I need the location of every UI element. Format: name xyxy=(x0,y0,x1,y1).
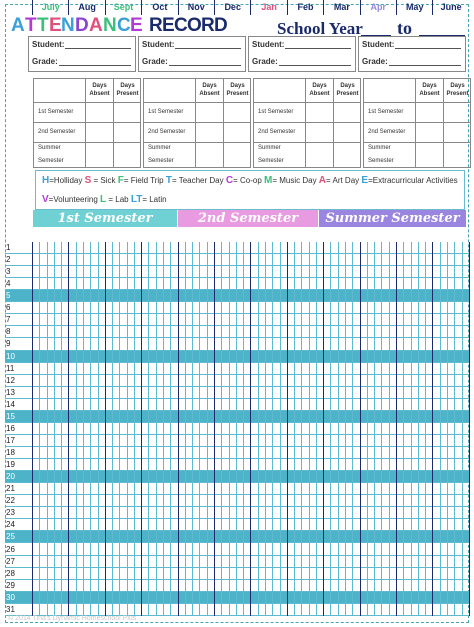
month-header: Mar xyxy=(323,0,359,15)
grid-column-line xyxy=(280,242,281,616)
table-corner xyxy=(34,79,86,103)
semester-name: 1st Semester xyxy=(148,109,184,115)
day-number: 16 xyxy=(6,423,15,433)
grid-column-line xyxy=(207,242,208,616)
title-letter: T xyxy=(37,15,49,36)
day-number: 28 xyxy=(6,568,15,578)
semester-row-label xyxy=(144,143,196,168)
grid-column-line xyxy=(54,242,55,616)
absence-table xyxy=(363,78,471,168)
student-name-field[interactable] xyxy=(175,48,241,49)
title-letter: C xyxy=(174,15,189,36)
day-row[interactable] xyxy=(5,375,469,387)
semester-row-label xyxy=(254,143,306,168)
copyright-footer: © 2014 Tina's Dynamic Homeschool Plus xyxy=(8,615,137,622)
grid-column-line xyxy=(287,242,288,616)
day-number: 8 xyxy=(6,327,11,337)
days-absent-cell[interactable] xyxy=(86,143,114,168)
grade-field[interactable] xyxy=(59,65,131,66)
day-number: 11 xyxy=(6,363,15,373)
grid-column-line xyxy=(250,242,251,616)
day-number: 3 xyxy=(6,267,11,277)
grid-column-line xyxy=(294,242,295,616)
grid-column-line xyxy=(316,242,317,616)
grid-column-line xyxy=(389,242,390,616)
grid-column-line xyxy=(178,242,179,616)
legend-text: =Extracurricular Activities xyxy=(368,176,458,185)
table-corner xyxy=(254,79,306,103)
student-name-field[interactable] xyxy=(285,48,351,49)
grid-column-line xyxy=(148,242,149,616)
day-number: 26 xyxy=(6,544,15,554)
day-row[interactable] xyxy=(5,531,469,543)
day-number: 18 xyxy=(6,448,15,458)
grid-column-line xyxy=(272,242,273,616)
semester-bar: 1st Semester xyxy=(33,210,177,227)
grid-column-line xyxy=(229,242,230,616)
grid-column-line xyxy=(367,242,368,616)
grid-column-line xyxy=(440,242,441,616)
days-present-header: Days Present xyxy=(444,79,471,103)
day-row[interactable] xyxy=(5,507,469,519)
days-absent-cell[interactable] xyxy=(196,103,224,123)
day-row[interactable] xyxy=(5,556,469,568)
semester-row-label xyxy=(364,143,416,168)
semester-name: 2nd Semester xyxy=(38,129,76,135)
legend-code: T xyxy=(165,175,172,186)
day-row[interactable] xyxy=(5,326,469,338)
grid-column-line xyxy=(265,242,266,616)
grid-column-line xyxy=(236,242,237,616)
day-number: 30 xyxy=(6,592,15,602)
month-header: July xyxy=(32,0,68,15)
semester-name: 1st Semester xyxy=(38,109,74,115)
grid-column-line xyxy=(469,242,470,616)
grid-column-line xyxy=(425,242,426,616)
days-present-cell[interactable] xyxy=(334,123,361,143)
semester-row-label xyxy=(144,103,196,123)
grid-column-line xyxy=(127,242,128,616)
grid-column-line xyxy=(214,242,215,616)
days-absent-header: Days Absent xyxy=(306,79,334,103)
student-block xyxy=(28,36,136,72)
semester-name: Summer xyxy=(38,145,61,151)
legend-code: LT xyxy=(130,194,143,205)
legend-code: V xyxy=(42,194,49,205)
student-blocks xyxy=(28,36,468,72)
title-letter: T xyxy=(25,15,37,36)
legend-text: = Lab xyxy=(106,195,131,204)
month-header: Sept xyxy=(105,0,141,15)
days-absent-header: Days Absent xyxy=(416,79,444,103)
grid-column-line xyxy=(47,242,48,616)
legend-code: H xyxy=(42,175,50,186)
day-row[interactable] xyxy=(5,399,469,411)
days-present-header: Days Present xyxy=(114,79,141,103)
days-absent-cell[interactable] xyxy=(416,123,444,143)
title-letter: N xyxy=(103,15,118,36)
grid-column-line xyxy=(61,242,62,616)
grid-column-line xyxy=(381,242,382,616)
day-number: 6 xyxy=(6,303,11,313)
grid-column-line xyxy=(447,242,448,616)
days-present-cell[interactable] xyxy=(114,123,141,143)
semester-name: Semester xyxy=(258,158,284,164)
absence-table xyxy=(143,78,251,168)
grade-field[interactable] xyxy=(279,65,351,66)
grid-column-line xyxy=(170,242,171,616)
days-present-cell[interactable] xyxy=(444,143,471,168)
student-label: Student: xyxy=(362,40,395,49)
days-absent-cell[interactable] xyxy=(86,103,114,123)
school-year-label: School Year xyxy=(277,19,363,38)
legend-code: C xyxy=(225,175,234,186)
grid-column-line xyxy=(403,242,404,616)
semester-name: 2nd Semester xyxy=(148,129,186,135)
title-letter: R xyxy=(201,15,216,36)
semester-bar: 2nd Semester xyxy=(178,210,318,227)
title-letter: R xyxy=(149,15,164,36)
title-letter: D xyxy=(75,15,90,36)
day-number: 20 xyxy=(6,472,15,482)
legend-code: E xyxy=(361,175,369,186)
legend-text: =Holliday xyxy=(49,176,85,185)
grid-column-line xyxy=(432,242,433,616)
day-number: 7 xyxy=(6,315,11,325)
grid-column-line xyxy=(68,242,69,616)
grid-column-line xyxy=(338,242,339,616)
legend-line-2 xyxy=(42,194,167,205)
day-row[interactable] xyxy=(5,290,469,302)
month-header: June xyxy=(432,0,468,15)
grid-column-line xyxy=(411,242,412,616)
day-row[interactable] xyxy=(5,254,469,266)
day-number: 4 xyxy=(6,279,11,289)
legend-code: F xyxy=(117,175,124,186)
semester-row-label xyxy=(364,123,416,143)
grid-column-line xyxy=(141,242,142,616)
grid-column-line xyxy=(258,242,259,616)
grid-column-line xyxy=(352,242,353,616)
legend-text: = Latin xyxy=(142,195,167,204)
day-row[interactable] xyxy=(5,471,469,483)
grid-column-line xyxy=(345,242,346,616)
day-number: 17 xyxy=(6,435,15,445)
absence-table xyxy=(253,78,361,168)
days-present-cell[interactable] xyxy=(334,103,361,123)
day-row[interactable] xyxy=(5,302,469,314)
title-letter: E xyxy=(130,15,143,36)
days-present-header: Days Present xyxy=(224,79,251,103)
semester-row-label xyxy=(254,103,306,123)
grid-column-line xyxy=(199,242,200,616)
month-header: May xyxy=(396,0,432,15)
days-absent-cell[interactable] xyxy=(196,143,224,168)
grid-column-line xyxy=(330,242,331,616)
grade-label: Grade: xyxy=(362,57,388,66)
day-number: 19 xyxy=(6,460,15,470)
grid-column-line xyxy=(192,242,193,616)
title-letter: D xyxy=(214,15,229,36)
grid-column-line xyxy=(83,242,84,616)
days-absent-cell[interactable] xyxy=(306,103,334,123)
student-label: Student: xyxy=(252,40,285,49)
semester-bar: Summer Semester xyxy=(319,210,466,227)
semester-row-label xyxy=(254,123,306,143)
day-number: 27 xyxy=(6,556,15,566)
legend-text: = Sick xyxy=(91,176,118,185)
day-row[interactable] xyxy=(5,592,469,604)
student-label: Student: xyxy=(142,40,175,49)
semester-name: 1st Semester xyxy=(368,109,404,115)
day-row[interactable] xyxy=(5,363,469,375)
days-present-cell[interactable] xyxy=(444,103,471,123)
day-number: 22 xyxy=(6,496,15,506)
day-row[interactable] xyxy=(5,266,469,278)
days-present-cell[interactable] xyxy=(114,103,141,123)
grid-column-line xyxy=(221,242,222,616)
semester-row-label xyxy=(34,123,86,143)
semester-name: 1st Semester xyxy=(258,109,294,115)
days-present-cell[interactable] xyxy=(224,103,251,123)
legend-code: L xyxy=(100,194,107,205)
day-number: 24 xyxy=(6,520,15,530)
legend-box xyxy=(35,170,465,210)
grade-label: Grade: xyxy=(252,57,278,66)
grid-column-line xyxy=(418,242,419,616)
days-absent-cell[interactable] xyxy=(86,123,114,143)
legend-code: M xyxy=(263,175,273,186)
student-block xyxy=(358,36,466,72)
table-corner xyxy=(144,79,196,103)
day-row[interactable] xyxy=(5,447,469,459)
semester-name: Summer xyxy=(148,145,171,151)
grid-column-line xyxy=(119,242,120,616)
title-letter: E xyxy=(162,15,175,36)
day-row[interactable] xyxy=(5,580,469,592)
month-header: Aug xyxy=(68,0,104,15)
grid-column-line xyxy=(76,242,77,616)
days-present-cell[interactable] xyxy=(224,123,251,143)
day-number: 2 xyxy=(6,255,11,265)
semester-row-label xyxy=(34,143,86,168)
grid-column-line xyxy=(90,242,91,616)
semester-name: Semester xyxy=(368,158,394,164)
semester-name: Summer xyxy=(368,145,391,151)
day-number: 15 xyxy=(6,411,15,421)
day-row[interactable] xyxy=(5,568,469,580)
semester-name: Semester xyxy=(38,158,64,164)
legend-code: A xyxy=(318,175,327,186)
day-row[interactable] xyxy=(5,278,469,290)
student-block xyxy=(138,36,246,72)
grid-column-line xyxy=(98,242,99,616)
grid-column-line xyxy=(185,242,186,616)
days-absent-header: Days Absent xyxy=(196,79,224,103)
legend-text: = Music Day xyxy=(272,176,319,185)
grade-field[interactable] xyxy=(169,65,241,66)
days-absent-cell[interactable] xyxy=(306,123,334,143)
day-number: 5 xyxy=(6,291,11,301)
day-number: 14 xyxy=(6,399,15,409)
day-row[interactable] xyxy=(5,351,469,363)
days-present-cell[interactable] xyxy=(334,143,361,168)
day-row[interactable] xyxy=(5,519,469,531)
grid-column-line xyxy=(112,242,113,616)
grid-column-line xyxy=(323,242,324,616)
month-header: Dec xyxy=(214,0,250,15)
semester-name: 2nd Semester xyxy=(368,129,406,135)
absence-table xyxy=(33,78,141,168)
title-letter: N xyxy=(61,15,76,36)
legend-text: = Field Trip xyxy=(123,176,166,185)
day-number: 31 xyxy=(6,604,15,614)
day-row[interactable] xyxy=(5,544,469,556)
day-row[interactable] xyxy=(5,423,469,435)
title-letter: O xyxy=(187,15,203,36)
day-row[interactable] xyxy=(5,459,469,471)
day-number: 21 xyxy=(6,484,15,494)
day-number: 12 xyxy=(6,375,15,385)
day-number: 13 xyxy=(6,387,15,397)
day-number: 9 xyxy=(6,339,11,349)
days-absent-header: Days Absent xyxy=(86,79,114,103)
day-row[interactable] xyxy=(5,314,469,326)
grade-label: Grade: xyxy=(32,57,58,66)
month-header: Apr xyxy=(360,0,396,15)
grid-column-line xyxy=(374,242,375,616)
grid-column-line xyxy=(454,242,455,616)
semester-name: 2nd Semester xyxy=(258,129,296,135)
legend-text: = Art Day xyxy=(326,176,362,185)
grade-field[interactable] xyxy=(389,65,461,66)
day-row[interactable] xyxy=(5,338,469,350)
title-letter: C xyxy=(117,15,132,36)
student-block xyxy=(248,36,356,72)
day-number: 29 xyxy=(6,580,15,590)
day-number: 23 xyxy=(6,508,15,518)
student-name-field[interactable] xyxy=(395,48,461,49)
days-absent-cell[interactable] xyxy=(416,143,444,168)
grid-column-line xyxy=(301,242,302,616)
day-row[interactable] xyxy=(5,242,469,254)
attendance-grid xyxy=(5,242,469,616)
grid-column-line xyxy=(309,242,310,616)
legend-text: = Co-op xyxy=(233,176,264,185)
semester-row-label xyxy=(144,123,196,143)
grid-column-line xyxy=(105,242,106,616)
legend-text: =Volunteering xyxy=(48,195,101,204)
day-number: 1 xyxy=(6,243,11,252)
day-row[interactable] xyxy=(5,387,469,399)
month-header: Feb xyxy=(287,0,323,15)
grid-column-line xyxy=(39,242,40,616)
title-letter: A xyxy=(11,15,26,36)
grid-column-line xyxy=(462,242,463,616)
month-header: Oct xyxy=(141,0,177,15)
grid-column-line xyxy=(134,242,135,616)
days-present-cell[interactable] xyxy=(114,143,141,168)
table-corner xyxy=(364,79,416,103)
title-letter: E xyxy=(49,15,62,36)
days-present-header: Days Present xyxy=(334,79,361,103)
day-row[interactable] xyxy=(5,411,469,423)
days-absent-cell[interactable] xyxy=(416,103,444,123)
grade-label: Grade: xyxy=(142,57,168,66)
student-label: Student: xyxy=(32,40,65,49)
grid-column-line xyxy=(396,242,397,616)
semester-row-label xyxy=(364,103,416,123)
to-label: to xyxy=(397,18,412,38)
day-row[interactable] xyxy=(5,495,469,507)
days-present-cell[interactable] xyxy=(444,123,471,143)
grid-column-line xyxy=(243,242,244,616)
day-number: 10 xyxy=(6,351,15,361)
grid-column-line xyxy=(32,242,33,616)
grid-column-line xyxy=(156,242,157,616)
semester-row-label xyxy=(34,103,86,123)
day-row[interactable] xyxy=(5,435,469,447)
day-row[interactable] xyxy=(5,483,469,495)
month-header: Jan xyxy=(250,0,286,15)
legend-code: S xyxy=(84,175,92,186)
grid-column-line xyxy=(163,242,164,616)
semester-name: Semester xyxy=(148,158,174,164)
student-name-field[interactable] xyxy=(65,48,131,49)
month-header: Nov xyxy=(178,0,214,15)
legend-text: = Teacher Day xyxy=(171,176,226,185)
legend-line-1 xyxy=(42,175,458,186)
day-number: 25 xyxy=(6,532,15,542)
days-present-cell[interactable] xyxy=(224,143,251,168)
days-absent-cell[interactable] xyxy=(196,123,224,143)
semester-name: Summer xyxy=(258,145,281,151)
grid-column-line xyxy=(360,242,361,616)
days-absent-cell[interactable] xyxy=(306,143,334,168)
title-letter: A xyxy=(89,15,104,36)
